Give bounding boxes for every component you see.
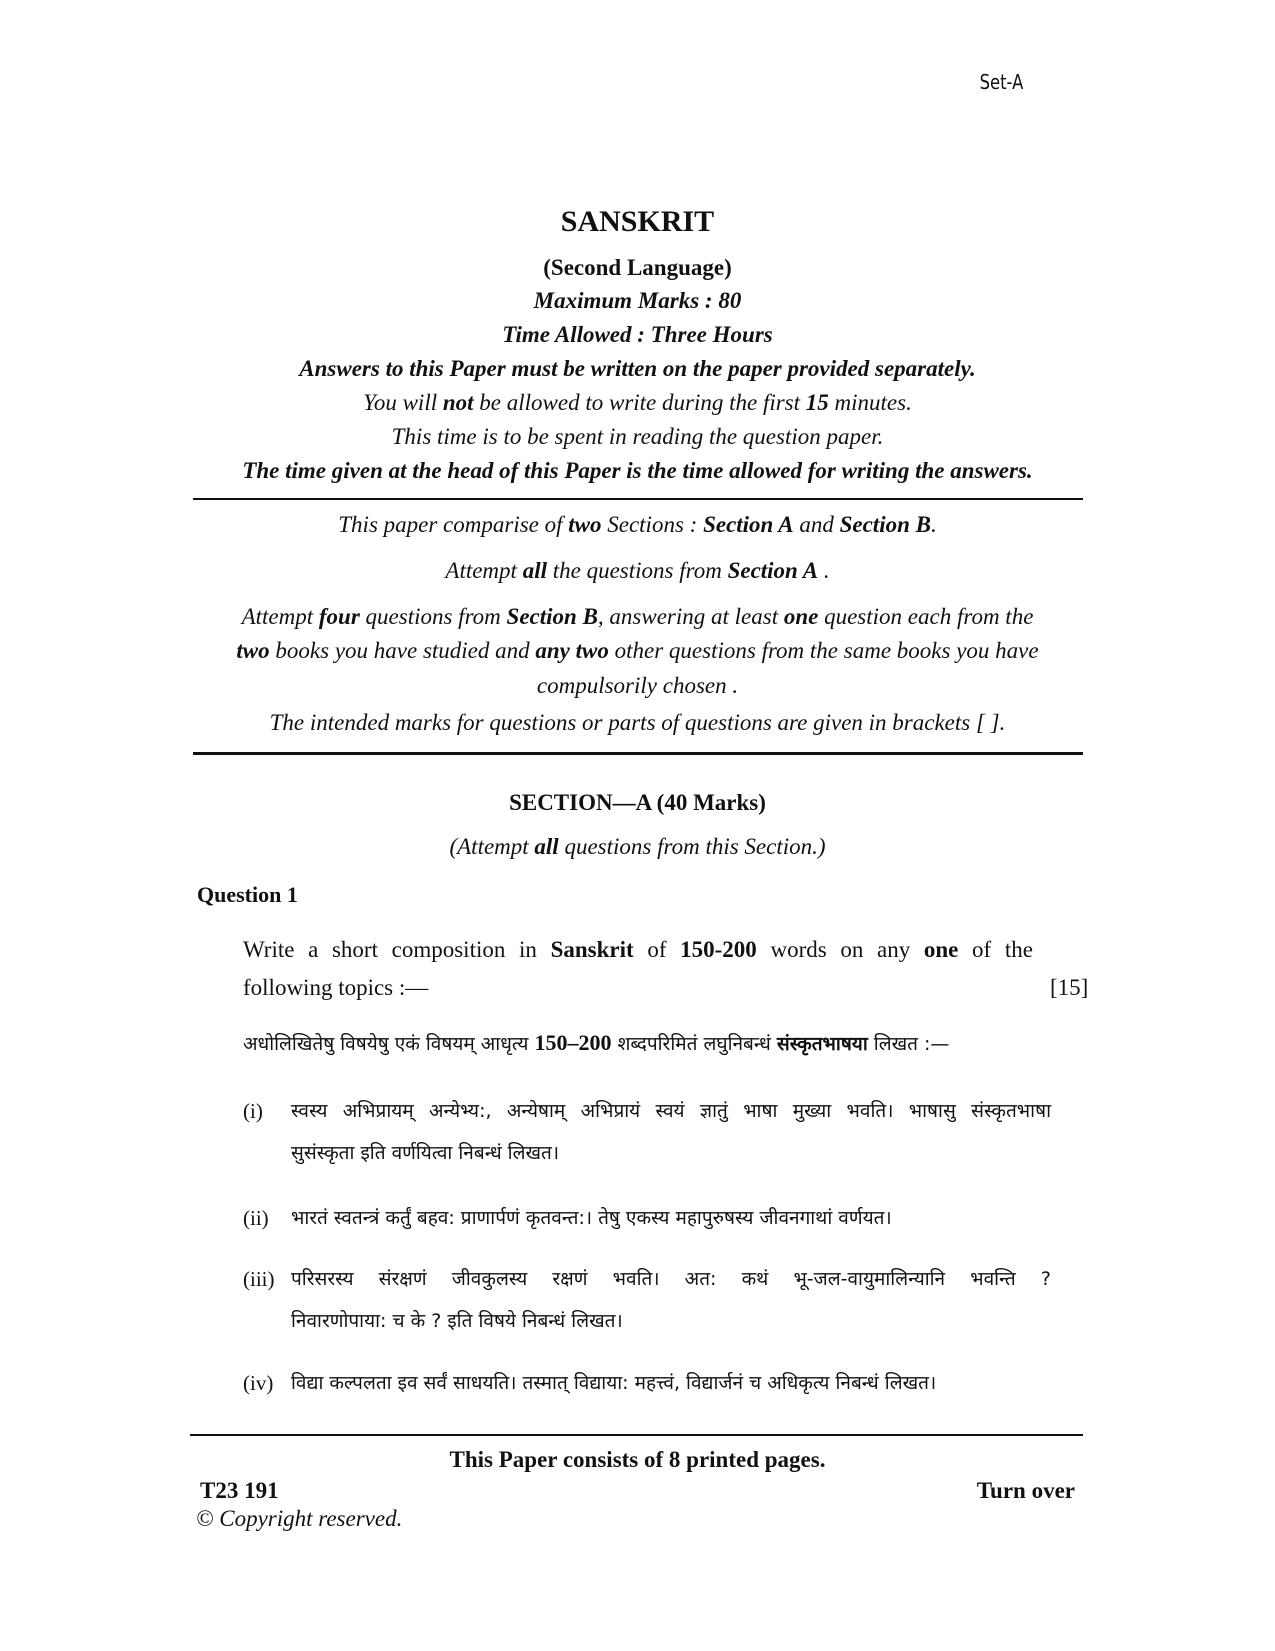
instruction-compulsory: compulsorily chosen . <box>536 673 739 698</box>
divider-footer <box>190 1434 1083 1436</box>
subject-title: SANSKRIT <box>560 205 715 238</box>
option-text: परिसरस्य संरक्षणं जीवकुलस्य रक्षणं भवति। अत: कथं भू-जल-वायुमालिन्यानि भवन्ति ? <box>291 1268 1051 1290</box>
copyright: © Copyright reserved. <box>196 1506 403 1531</box>
instruction-marks: The intended marks for questions or parts of questions are given in brackets [ ]. <box>269 710 1006 735</box>
option-text: निवारणोपाया: च के ? इति विषये निबन्धं लिखत। <box>291 1310 623 1332</box>
set-label: Set-A <box>979 70 1023 94</box>
question-1-marks: [15] <box>1050 975 1089 1000</box>
instruction-section-a: Attempt all the questions from Section A . <box>445 558 830 583</box>
option-text: विद्या कल्पलता इव सर्वं साधयति। तस्मात् विद्याया: महत्त्वं, विद्यार्जनं च अधिकृत्य निबन्धं लिखत। <box>291 1372 937 1394</box>
language-line: (Second Language) <box>543 255 732 280</box>
time-note: The time given at the head of this Paper is the time allowed for writing the answers. <box>242 458 1033 483</box>
pages-note: This Paper consists of 8 printed pages. <box>449 1447 826 1472</box>
time-allowed: Time Allowed : Three Hours <box>502 322 773 347</box>
option-number: (ii) <box>243 1206 269 1230</box>
question-1-hindi-instruction: अधोलिखितेषु विषयेषु एकं विषयम् आधृत्य 150–200 शब्दपरिमितं लघुनिबन्धं संस्कृतभाषया लिखत :— <box>243 1030 950 1055</box>
max-marks: Maximum Marks : 80 <box>533 288 742 313</box>
question-1-label: Question 1 <box>197 882 298 907</box>
reading-note: This time is to be spent in reading the question paper. <box>391 424 884 449</box>
option-number: (iv) <box>243 1371 274 1395</box>
question-1-text-line2: following topics :— <box>243 975 429 1000</box>
option-text: भारतं स्वतन्त्रं कर्तुं बहव: प्राणार्पणं कृतवन्त:। तेषु एकस्य महापुरुषस्य जीवनगाथां वर्णयत। <box>291 1207 892 1229</box>
option-number: (i) <box>243 1099 263 1123</box>
section-a-title: SECTION—A (40 Marks) <box>509 790 766 815</box>
section-a-subtitle: (Attempt all questions from this Section.) <box>449 834 826 859</box>
option-text: स्वस्य अभिप्रायम् अन्येभ्य:, अन्येषाम् अभिप्रायं स्वयं ज्ञातुं भाषा मुख्या भवति। भाषासु संस्कृतभाषा <box>291 1100 1051 1122</box>
divider-middle <box>193 752 1083 755</box>
paper-code: T23 191 <box>200 1478 279 1503</box>
instruction-books: two books you have studied and any two other questions from the same books you have <box>236 638 1039 663</box>
divider-top <box>193 498 1083 500</box>
option-number: (iii) <box>243 1267 275 1291</box>
question-1-text-line1: Write a short composition in Sanskrit of 150-200 words on any one of the <box>243 937 1033 962</box>
instruction-sections: This paper comparise of two Sections : Section A and Section B. <box>338 512 937 537</box>
not-allowed-note: You will not be allowed to write during the first 15 minutes. <box>363 390 912 415</box>
instruction-section-b: Attempt four questions from Section B, answering at least one question each from the <box>241 604 1034 629</box>
option-text: सुसंस्कृता इति वर्णयित्वा निबन्धं लिखत। <box>291 1142 560 1164</box>
turn-over: Turn over <box>976 1478 1075 1503</box>
answers-note: Answers to this Paper must be written on the paper provided separately. <box>299 356 976 381</box>
